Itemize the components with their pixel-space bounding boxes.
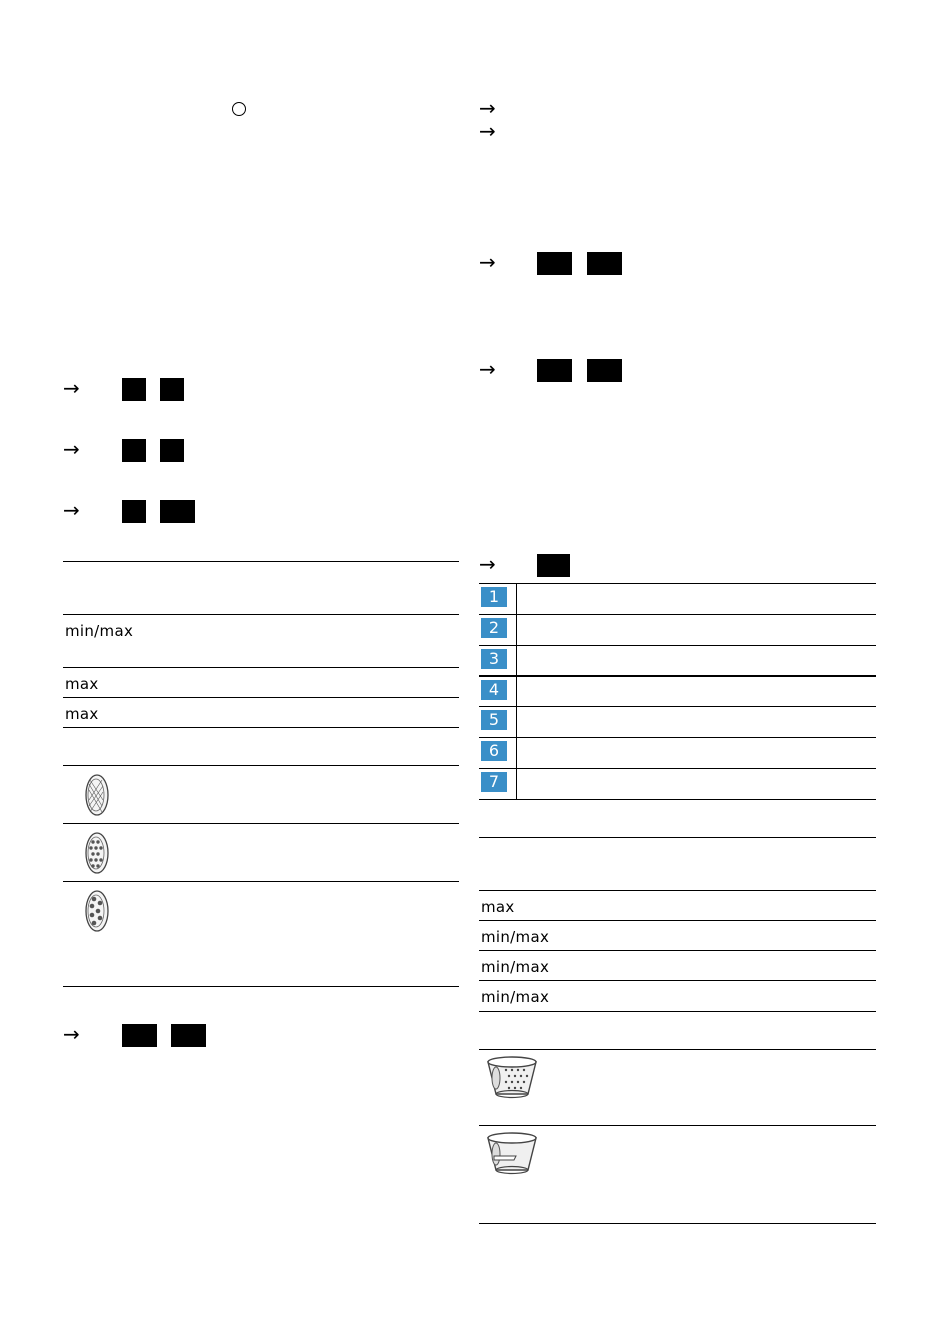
step-badge: 2	[481, 618, 507, 638]
redacted-box	[587, 359, 622, 382]
right-arrow-icon: →	[63, 376, 80, 400]
right-arrow-icon: →	[479, 357, 496, 381]
table-rule	[63, 614, 459, 615]
table-cell-setting: min/max	[65, 622, 134, 640]
redacted-box	[160, 500, 195, 523]
right-arrow-icon: →	[479, 250, 496, 274]
table-rule	[479, 799, 876, 800]
redacted-box	[160, 378, 184, 401]
redacted-box	[122, 439, 146, 462]
redacted-box	[122, 1024, 157, 1047]
table-rule	[479, 890, 876, 891]
step-badge: 1	[481, 587, 507, 607]
table-rule	[479, 614, 876, 615]
slicing-drum-icon	[482, 1130, 542, 1176]
right-arrow-icon: →	[479, 119, 496, 143]
table-rule	[479, 768, 876, 769]
redacted-box	[537, 554, 570, 577]
table-rule	[479, 706, 876, 707]
step-badge: 6	[481, 741, 507, 761]
table-rule	[479, 920, 876, 921]
table-rule	[479, 583, 876, 584]
table-rule	[63, 561, 459, 562]
table-rule	[479, 950, 876, 951]
table-cell-setting: min/max	[481, 928, 550, 946]
redacted-box	[122, 500, 146, 523]
table-rule	[479, 645, 876, 646]
table-cell-setting: max	[65, 675, 99, 693]
step-badge: 5	[481, 710, 507, 730]
step-badge: 3	[481, 649, 507, 669]
redacted-box	[160, 439, 184, 462]
power-circle-icon	[232, 102, 246, 116]
medium-perforated-disc-icon	[82, 830, 112, 876]
table-rule	[479, 1011, 876, 1012]
right-arrow-icon: →	[63, 498, 80, 522]
table-rule	[63, 765, 459, 766]
table-rule	[63, 986, 459, 987]
right-arrow-icon: →	[479, 552, 496, 576]
table-rule	[479, 1223, 876, 1224]
grating-drum-icon	[482, 1054, 542, 1100]
redacted-box	[537, 252, 572, 275]
step-badge: 4	[481, 680, 507, 700]
right-arrow-icon: →	[63, 437, 80, 461]
right-arrow-icon: →	[479, 96, 496, 120]
right-arrow-icon: →	[63, 1022, 80, 1046]
table-rule	[63, 667, 459, 668]
table-rule	[479, 837, 876, 838]
table-cell-setting: min/max	[481, 958, 550, 976]
redacted-box	[171, 1024, 206, 1047]
table-rule	[479, 1049, 876, 1050]
table-rule	[63, 823, 459, 824]
table-rule	[479, 1125, 876, 1126]
coarse-perforated-disc-icon	[82, 888, 112, 934]
table-rule	[63, 881, 459, 882]
table-rule	[479, 980, 876, 981]
column-divider	[516, 583, 517, 799]
table-rule	[63, 697, 459, 698]
table-rule	[63, 727, 459, 728]
step-badge: 7	[481, 772, 507, 792]
table-rule	[479, 737, 876, 738]
table-cell-setting: max	[481, 898, 515, 916]
table-cell-setting: max	[65, 705, 99, 723]
table-rule	[479, 675, 876, 677]
fine-perforated-disc-icon	[82, 772, 112, 818]
table-cell-setting: min/max	[481, 988, 550, 1006]
redacted-box	[122, 378, 146, 401]
redacted-box	[537, 359, 572, 382]
redacted-box	[587, 252, 622, 275]
